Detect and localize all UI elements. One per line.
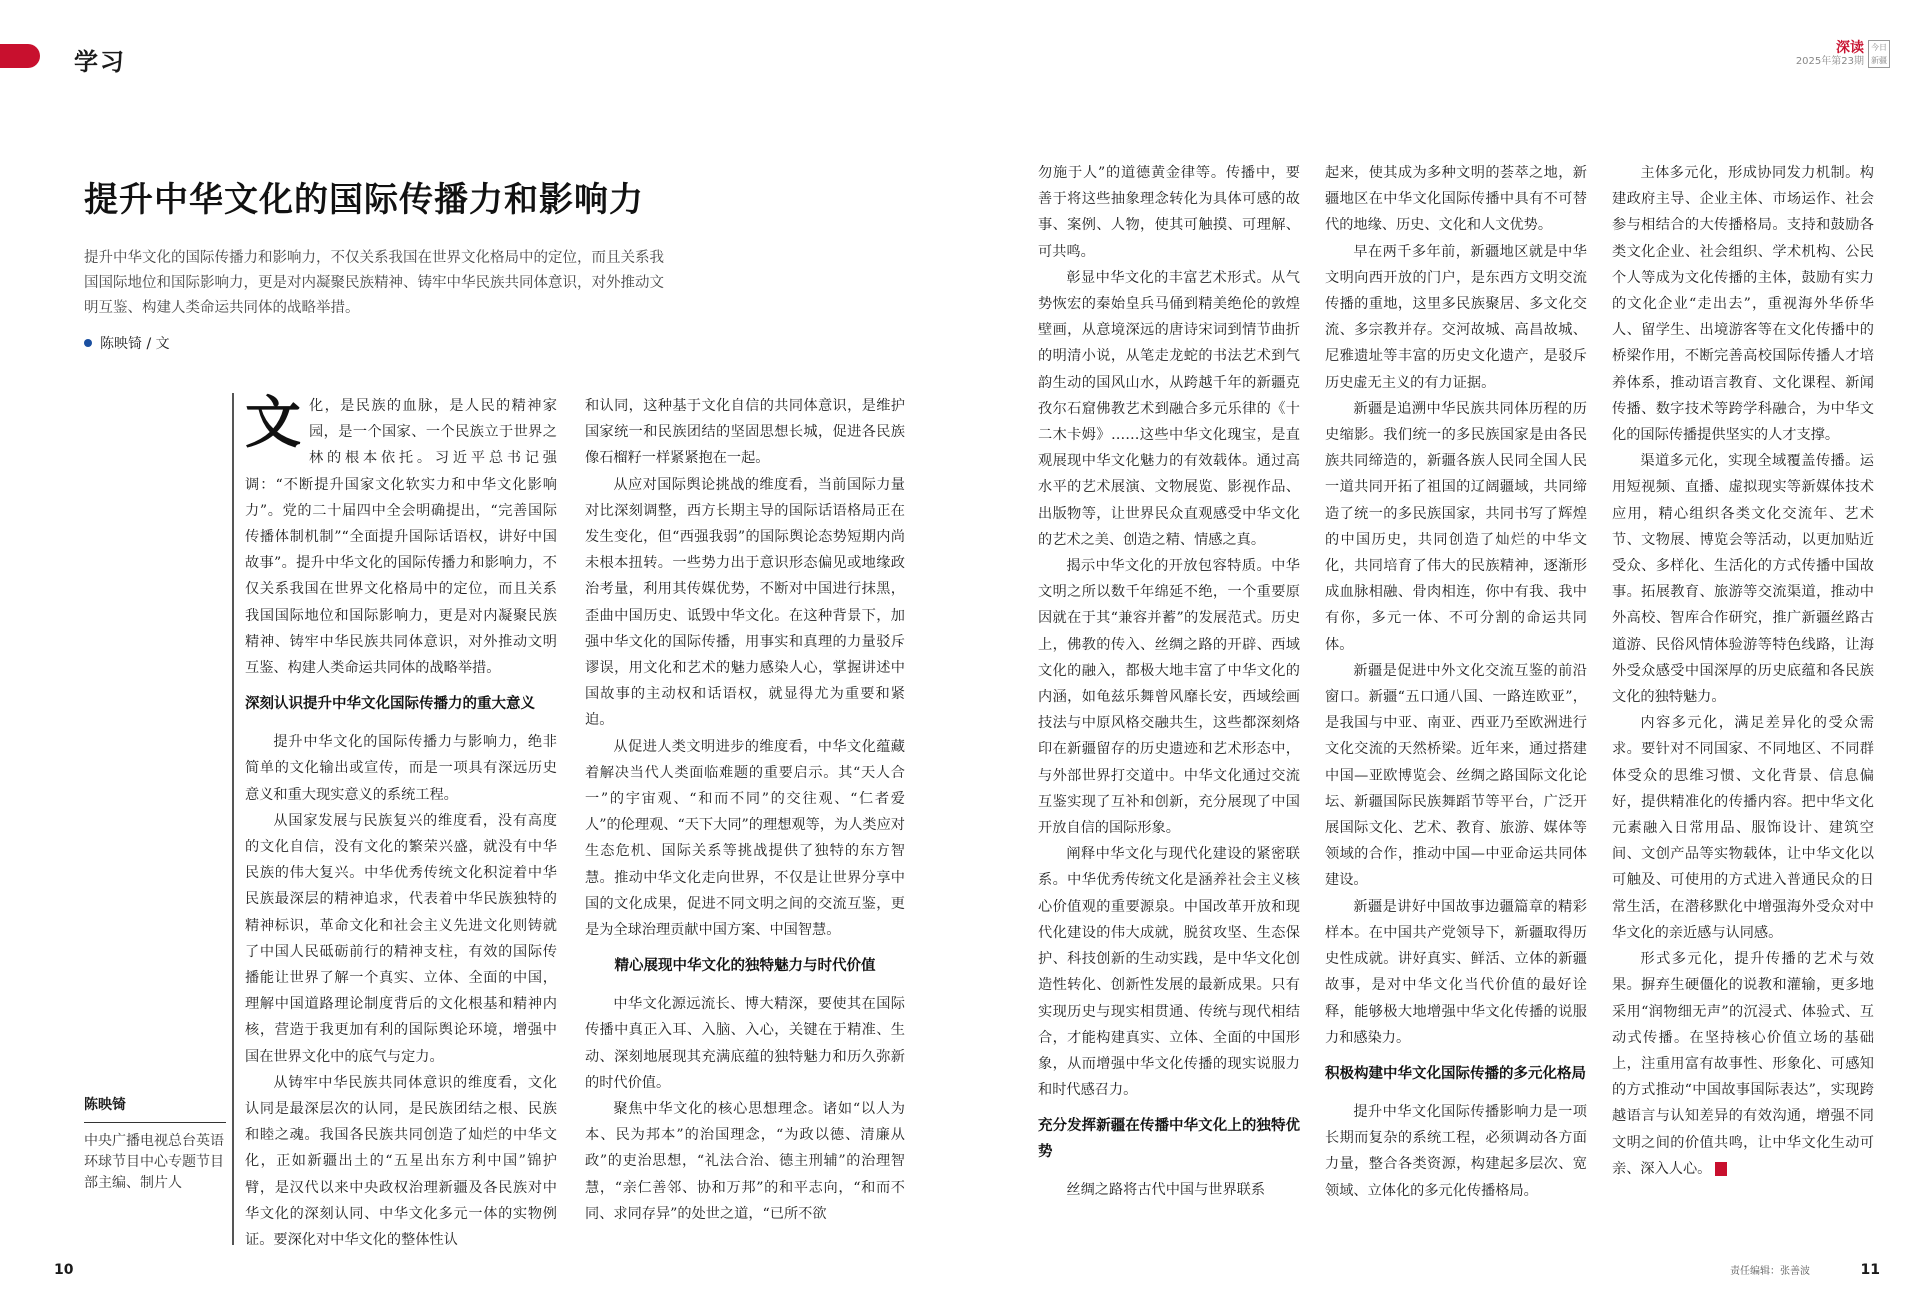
paragraph: 阐释中华文化与现代化建设的紧密联系。中华优秀传统文化是涵养社会主义核心价值观的重要源泉。中国改革开放和现代化建设的伟大成就，脱贫攻坚、生态保护、科技创新的生动实践，是中华文化创造性转化、创新性发展的最新成果。只有实现历史与现实相贯通、传统与现代相结合，才能构建真实、立体、全面的中国形象，从而增强中华文化传播的现实说服力和时代感召力。: [1038, 846, 1300, 1099]
subheading: 深刻认识提升中华文化国际传播力的重大意义: [245, 696, 535, 713]
text-column-5: [1612, 160, 1874, 1255]
page-number-left: 10: [54, 1262, 74, 1278]
paragraph: 主体多元化，形成协同发力机制。构建政府主导、企业主体、市场运作、社会参与相结合的大传播格局。支持和鼓励各类文化企业、社会组织、学术机构、公民个人等成为文化传播的主体，鼓励有实力的文化企业“走出去”，重视海外华侨华人、留学生、出境游客等在文化传播中的桥梁作用，不断完善高校国际传播人才培养体系，推动语言教育、文化课程、新闻传播、数字技术等跨学科融合，为中华文化的国际传播提供坚实的人才支撑。: [1612, 165, 1874, 444]
paragraph: 中华文化源远流长、博大精深，要使其在国际传播中真正入耳、入脑、入心，关键在于精准、生动、深刻地展现其充满底蕴的独特魅力和历久弥新的时代价值。: [585, 996, 905, 1091]
paragraph: 新疆是追溯中华民族共同体历程的历史缩影。我们统一的多民族国家是由各民族共同缔造的，新疆各族人民同全国人民一道共同开拓了祖国的辽阔疆域，共同缔造了统一的多民族国家，共同书写了辉煌的中国历史，共同创造了灿烂的中华文化，共同培育了伟大的民族精神，逐渐形成血脉相融、骨肉相连，你中有我、我中有你，多元一体、不可分割的命运共同体。: [1325, 400, 1587, 653]
paragraph: 丝绸之路将古代中国与世界联系: [1066, 1182, 1266, 1199]
drop-cap: 文: [245, 393, 301, 456]
subheading: 积极构建中华文化国际传播的多元化格局: [1325, 1065, 1586, 1082]
subheading: 精心展现中华文化的独特魅力与时代价值: [614, 958, 876, 975]
bio-name: 陈映锜: [84, 1094, 226, 1123]
subheading: 充分发挥新疆在传播中华文化上的独特优势: [1038, 1118, 1300, 1161]
paragraph: 从促进人类文明进步的维度看，中华文化蕴藏着解决当代人类面临难题的重要启示。其“天人合一”的宇宙观、“和而不同”的交往观、“仁者爱人”的伦理观、“天下大同”的理想观等，为人类应对生态危机、国际关系等挑战提供了独特的东方智慧。推动中华文化走向世界，不仅是让世界分享中国的文化成果，促进不同文明之间的交流互鉴，更是为全球治理贡献中国方案、中国智慧。: [585, 738, 905, 939]
section-marker: [0, 44, 40, 68]
paragraph: 聚焦中华文化的核心思想理念。诸如“以人为本、民为邦本”的治国理念，“为政以德、清廉从政”的吏治思想，“礼法合治、德主刑辅”的治理智慧，“亲仁善邻、协和万邦”的和平志向，“和而不同、求同存异”的处世之道，“已所不欲: [585, 1101, 905, 1222]
column-divider: [232, 393, 234, 1245]
paragraph: 提升中华文化国际传播影响力是一项长期而复杂的系统工程，必须调动各方面力量，整合各类资源，构建起多层次、宽领域、立体化的多元化传播格局。: [1325, 1103, 1587, 1199]
article-lead: 提升中华文化的国际传播力和影响力，不仅关系我国在世界文化格局中的定位，而且关系我国国际地位和国际影响力，更是对内凝聚民族精神、铸牢中华民族共同体意识，对外推动文明互鉴、构建人类命运共同体的战略举措。: [84, 250, 664, 316]
brand-issue: 2025年第23期: [1795, 56, 1864, 67]
paragraph: 提升中华文化的国际传播力与影响力，绝非简单的文化输出或宣传，而是一项具有深远历史意义和重大现实意义的系统工程。: [245, 734, 557, 803]
byline-text: 陈映锜 / 文: [100, 336, 170, 352]
author-bio: [84, 1094, 226, 1194]
bullet-icon: [84, 339, 92, 347]
section-label: 学习: [74, 47, 126, 76]
paragraph: 从应对国际舆论挑战的维度看，当前国际力量对比深刻调整，西方长期主导的国际话语格局正在发生变化，但“西强我弱”的国际舆论态势短期内尚未根本扭转。一些势力出于意识形态偏见或地缘政治考量，利用其传媒优势，不断对中国进行抹黑，歪曲中国历史、诋毁中华文化。在这种背景下，加强中华文化的国际传播，用事实和真理的力量驳斥谬误，用文化和艺术的魅力感染人心，掌握讲述中国故事的主动权和话语权，就显得尤为重要和紧迫。: [585, 476, 905, 729]
paragraph: 渠道多元化，实现全域覆盖传播。运用短视频、直播、虚拟现实等新媒体技术应用，精心组织各类文化交流年、艺术节、文物展、博览会等活动，以更加贴近受众、多样化、生活化的方式传播中国故事。拓展教育、旅游等交流渠道，推动中外高校、智库合作研究，推广新疆丝路古道游、民俗风情体验游等特色线路，让海外受众感受中国深厚的历史底蕴和各民族文化的独特魅力。: [1612, 453, 1874, 706]
paragraph: 彰显中华文化的丰富艺术形式。从气势恢宏的秦始皇兵马俑到精美绝伦的敦煌壁画，从意境深远的唐诗宋词到情节曲折的明清小说，从笔走龙蛇的书法艺术到气韵生动的国风山水，从跨越千年的新疆克孜尔石窟佛教艺术到融合多元乐律的《十二木卡姆》……这些中华文化瑰宝，是直观展现中华文化魅力的有效载体。通过高水平的艺术展演、文物展览、影视作品、出版物等，让世界民众直观感受中华文化的艺术之美、创造之精、情感之真。: [1038, 269, 1300, 548]
end-mark-icon: [1715, 1162, 1727, 1176]
text-column-3: [1038, 160, 1300, 1255]
brand-logo: 今日新疆: [1868, 40, 1890, 68]
paragraph: 新疆是讲好中国故事边疆篇章的精彩样本。在中国共产党领导下，新疆取得历史性成就。讲好真实、鲜活、立体的新疆故事，是对中华文化当代价值的最好诠释，能够极大地增强中华文化传播的说服力和感染力。: [1325, 898, 1587, 1046]
paragraph: 早在两千多年前，新疆地区就是中华文明向西开放的门户，是东西方文明交流传播的重地，这里多民族聚居、多文化交流、多宗教并存。交河故城、高昌故城、尼雅遗址等丰富的历史文化遗产，是驳斥历史虚无主义的有力证据。: [1325, 243, 1587, 391]
magazine-brand: [1796, 40, 1890, 68]
paragraph: 文化，是民族的血脉，是人民的精神家园，是一个国家、一个民族立于世界之林的根本依托。习近平总书记强调：“不断提升国家文化软实力和中华文化影响力”。党的二十届四中全会明确提出，“完善国际传播体制机制”“全面提升国际话语权，讲好中国故事”。提升中华文化的国际传播力和影响力，不仅关系我国在世界文化格局中的定位，而且关系我国国际地位和国际影响力，更是对内凝聚民族精神、铸牢中华民族共同体意识，对外推动文明互鉴、构建人类命运共同体的战略举措。: [245, 393, 557, 677]
brand-name: 深读: [1836, 40, 1864, 56]
paragraph: 新疆是促进中外文化交流互鉴的前沿窗口。新疆“五口通八国、一路连欧亚”，是我国与中亚、南亚、西亚乃至欧洲进行文化交流的天然桥梁。近年来，通过搭建中国—亚欧博览会、丝绸之路国际文化论坛、新疆国际民族舞蹈节等平台，广泛开展国际文化、艺术、教育、旅游、媒体等领域的合作，推动中国—中亚命运共同体建设。: [1325, 662, 1587, 889]
paragraph: 揭示中华文化的开放包容特质。中华文明之所以数千年绵延不绝，一个重要原因就在于其“兼容并蓄”的发展范式。历史上，佛教的传入、丝绸之路的开辟、西域文化的融入，都极大地丰富了中华文化的内涵，如龟兹乐舞曾风靡长安，西域绘画技法与中原风格交融共生，这些都深刻烙印在新疆留存的历史遗迹和艺术形态中，与外部世界打交道中。中华文化通过交流互鉴实现了互补和创新，充分展现了中国开放自信的国际形象。: [1038, 558, 1300, 837]
bio-description: 中央广播电视总台英语环球节目中心专题节目部主编、制片人: [84, 1133, 224, 1191]
text-column-4: [1325, 160, 1587, 1255]
text-column-2: [585, 393, 905, 1255]
editor-credit: 责任编辑：张善波: [1730, 1266, 1810, 1277]
paragraph: 勿施于人”的道德黄金律等。传播中，要善于将这些抽象理念转化为具体可感的故事、案例、人物，使其可触摸、可理解、可共鸣。: [1038, 165, 1300, 260]
page-number-right: 11: [1860, 1262, 1880, 1278]
paragraph: 从国家发展与民族复兴的维度看，没有高度的文化自信，没有文化的繁荣兴盛，就没有中华民族的伟大复兴。中华优秀传统文化积淀着中华民族最深层的精神追求，代表着中华民族独特的精神标识，革命文化和社会主义先进文化则铸就了中国人民砥砺前行的精神支柱，有效的国际传播能让世界了解一个真实、立体、全面的中国，理解中国道路理论制度背后的文化根基和精神内核，营造于我更加有利的国际舆论环境，增强中国在世界文化中的底气与定力。: [245, 812, 557, 1065]
paragraph: 起来，使其成为多种文明的荟萃之地，新疆地区在中华文化国际传播中具有不可替代的地缘、历史、文化和人文优势。: [1325, 165, 1587, 234]
byline: [84, 333, 170, 353]
paragraph: 从铸牢中华民族共同体意识的维度看，文化认同是最深层次的认同，是民族团结之根、民族和睦之魂。我国各民族共同创造了灿烂的中华文化，正如新疆出土的“五星出东方利中国”锦护臂，是汉代以来中央政权治理新疆及各民族对中华文化的深刻认同、中华文化多元一体的实物例证。要深化对中华文化的整体性认: [245, 1074, 557, 1249]
paragraph: 形式多元化，提升传播的艺术与效果。摒弃生硬僵化的说教和灌输，更多地采用“润物细无声”的沉浸式、体验式、互动式传播。在坚持核心价值立场的基础上，注重用富有故事性、形象化、可感知的方式推动“中国故事国际表达”，实现跨越语言与认知差异的有效沟通，增强不同文明之间的价值共鸣，让中华文化生动可亲、深入人心。: [1612, 951, 1874, 1177]
article-title: 提升中华文化的国际传播力和影响力: [84, 180, 644, 220]
text-column-1: [245, 393, 557, 1255]
paragraph: 和认同，这种基于文化自信的共同体意识，是维护国家统一和民族团结的坚固思想长城，促进各民族像石榴籽一样紧紧抱在一起。: [585, 398, 905, 467]
paragraph: 内容多元化，满足差异化的受众需求。要针对不同国家、不同地区、不同群体受众的思维习惯、文化背景、信息偏好，提供精准化的传播内容。把中华文化元素融入日常用品、服饰设计、建筑空间、文创产品等实物载体，让中华文化以可触及、可使用的方式进入普通民众的日常生活，在潜移默化中增强海外受众对中华文化的亲近感与认同感。: [1612, 715, 1874, 941]
